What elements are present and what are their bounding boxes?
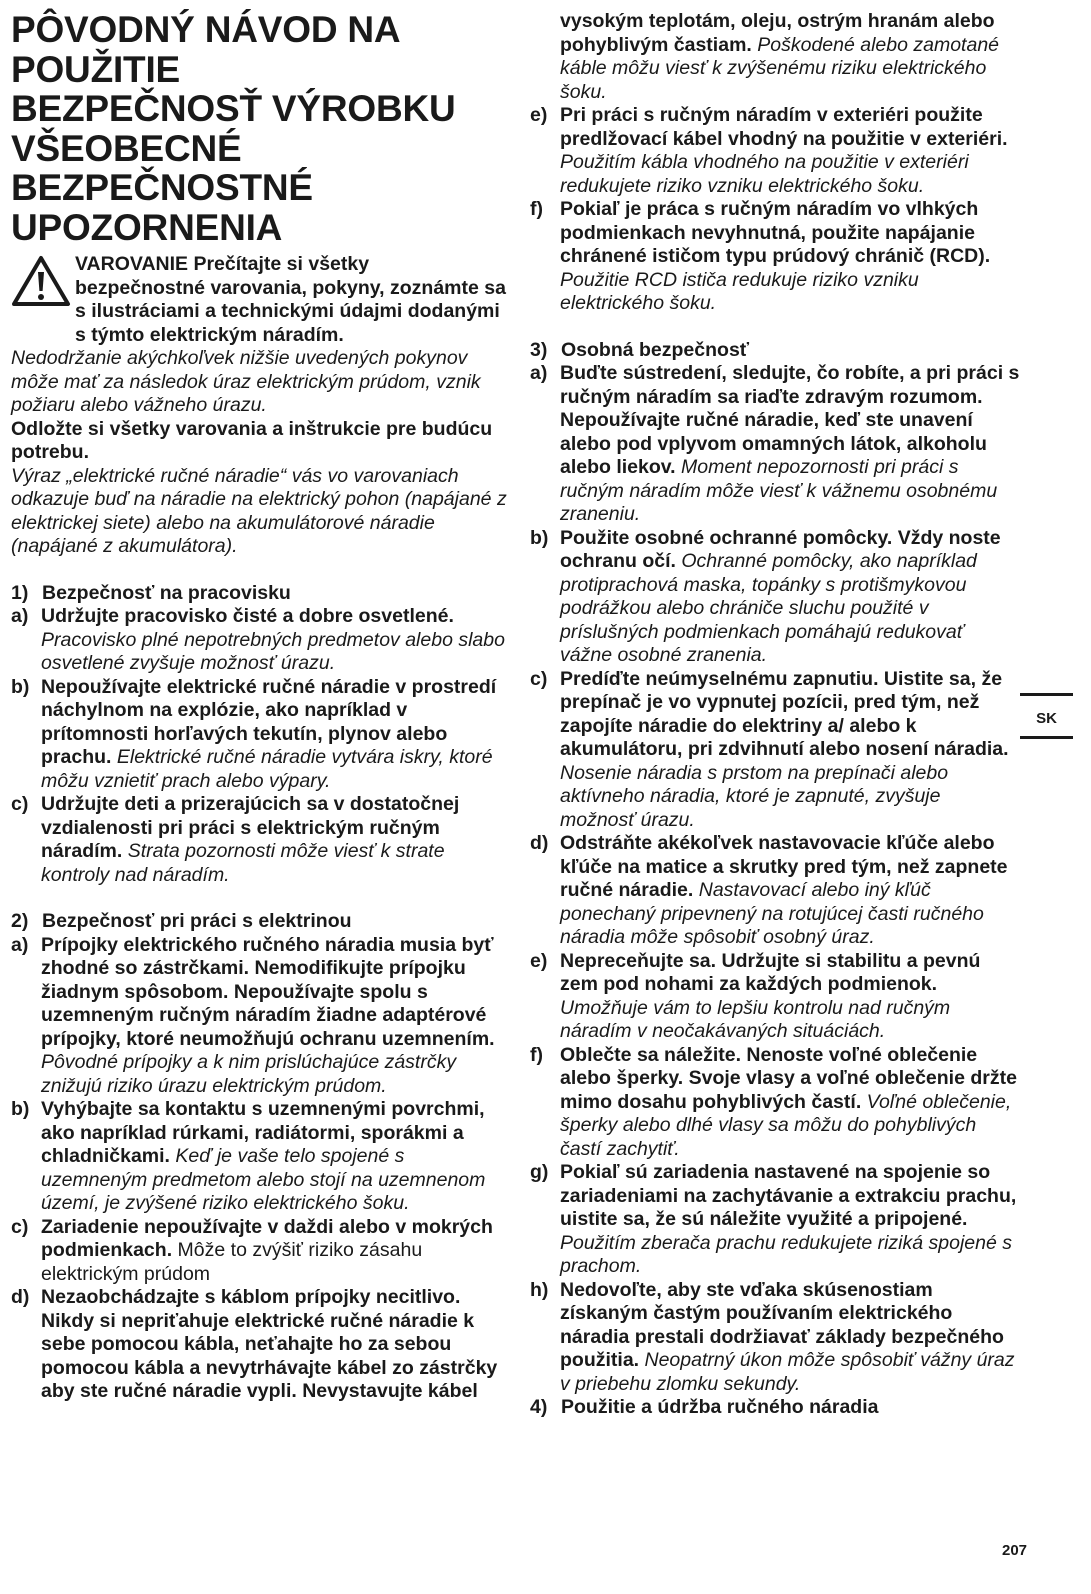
- item-bold: Pri práci s ručným náradím v exteriéri použite predlžovací kábel vhodný na použitie v exteriéri.: [560, 104, 1008, 150]
- item-italic: Voľné oblečenie, šperky alebo dlhé vlasy sa môžu do pohyblivých častí zachytiť.: [560, 1090, 1012, 1160]
- item-letter: b): [11, 675, 30, 698]
- item-bold: Oblečte sa náležite. Nenoste voľné oblečenie alebo šperky. Svoje vlasy a voľné oblečenie držte mimo dosahu pohyblivých častí.: [560, 1043, 1017, 1113]
- list-item: [530, 950, 1020, 1044]
- list-item: [11, 793, 511, 887]
- item-italic: Použitie RCD ističa redukuje riziko vzniku elektrického šoku.: [560, 268, 919, 314]
- item-letter: b): [530, 526, 549, 549]
- item-italic: Použitím zberača prachu redukujete riziká spojené s prachom.: [560, 1231, 1012, 1277]
- item-bold: Predíďte neúmyselnému zapnutiu. Uistite sa, že prepínač je vo vypnutej pozícii, pred tým, než zapojíte náradie do elektriny a/ alebo k akumulátoru, pri zdvihnutí alebo nosení náradia.: [560, 667, 1009, 760]
- page-number: 207: [1002, 1542, 1028, 1559]
- item-italic: Elektrické ručné náradie vytvára iskry, ktoré môžu vznietiť prach alebo výpary.: [41, 746, 493, 792]
- item-bold: Nepoužívajte elektrické ručné náradie v prostredí náchylnom na explózie, ako napríklad v prítomnosti horľavých tekutín, plynov alebo prachu.: [41, 675, 497, 768]
- list-item: [11, 676, 511, 794]
- list-item: [530, 1279, 1020, 1397]
- language-tab: SK: [1020, 693, 1073, 739]
- item-bold: Pokiaľ je práca s ručným náradím vo vlhkých podmienkach nevyhnutná, použite napájanie chránené ističom typu prúdový chránič (RCD).: [560, 198, 991, 267]
- item-letter: f): [530, 1043, 543, 1066]
- item-letter: g): [530, 1161, 549, 1183]
- list-item: [11, 934, 511, 1099]
- item-letter: b): [11, 1098, 30, 1120]
- warning-text: bezpečnostné varovania, pokyny, zoznámte sa s ilustráciami a technickými údajmi dodanými s týmto elektrickým náradím.: [75, 276, 506, 346]
- item-italic: Neopatrný úkon môže spôsobiť vážny úraz v priebehu zlomku sekundy.: [560, 1349, 1015, 1395]
- item-italic: Keď je vaše telo spojené s uzemneným predmetom alebo stojí na uzemnenom území, je zvýšené riziko elektrického šoku.: [41, 1145, 486, 1214]
- item-bold: Pokiaľ sú zariadenia nastavené na spojenie so zariadeniami na zachytávanie a extrakciu prachu, uistite sa, že sú náležite využité a pripojené.: [560, 1161, 1017, 1230]
- list-item: [530, 668, 1020, 833]
- item-letter: c): [11, 1215, 29, 1238]
- item-bold: Udržujte pracovisko čisté a dobre osvetlené.: [41, 605, 454, 627]
- title-line: VŠEOBECNÉ: [11, 127, 242, 169]
- section-number: 4): [530, 1396, 548, 1418]
- item-regular: Môže to zvýšiť riziko zásahu elektrickým prúdom: [41, 1239, 423, 1285]
- section-title: Použitie a údržba ručného náradia: [561, 1396, 879, 1418]
- list-item: [530, 1044, 1020, 1162]
- warning-block: [11, 253, 511, 347]
- list-item: [530, 362, 1020, 527]
- warning-triangle-icon: [11, 255, 71, 307]
- item-bold: Nepreceňujte sa. Udržujte si stabilitu a pevnú zem pod nohami za každých podmienok.: [560, 949, 981, 995]
- item-letter: h): [530, 1278, 549, 1301]
- section-heading: [530, 339, 1020, 363]
- list-item: [11, 1098, 511, 1216]
- item-bold: Buďte sústredení, sledujte, čo robíte, a pri práci s ručným náradím sa riaďte zdravým rozumom. Nepoužívajte ručné náradie, keď ste unavení alebo pod vplyvom omamných látok, alkoholu alebo liekov.: [560, 362, 1020, 478]
- title-line: BEZPEČNOSŤ VÝROBKU: [11, 88, 456, 129]
- item-bold: Nedovoľte, aby ste vďaka skúsenostiam získaným častým používaním elektrického náradia prestali dodržiavať základy bezpečného použitia.: [560, 1278, 1004, 1371]
- item-letter: a): [530, 362, 548, 384]
- item-bold: Vyhýbajte sa kontaktu s uzemnenými povrchmi, ako napríklad rúrkami, radiátormi, sporákmi a chladničkami.: [41, 1098, 485, 1167]
- warning-italic: Nedodržanie akýchkoľvek nižšie uvedených pokynov môže mať za následok úraz elektrickým prúdom, vznik požiaru alebo vážneho úrazu.: [11, 347, 481, 416]
- list-item: [530, 1161, 1020, 1279]
- left-column: [11, 10, 511, 1404]
- item-letter: e): [530, 949, 548, 972]
- item-bold: Nezaobchádzajte s káblom prípojky necitlivo. Nikdy si nepriťahuje elektrické ručné náradie k sebe pomocou kábla, neťahajte ho za sebou pomocou kábla a nevytrhávajte kábel zo zástrčky aby ste ručné náradie vypli. Nevystavujte kábel: [41, 1286, 498, 1402]
- section-number: 1): [11, 581, 29, 604]
- list-item: [530, 527, 1020, 668]
- item-letter: e): [530, 104, 548, 126]
- warning-heading: VAROVANIE Prečítajte si všetky: [75, 253, 370, 275]
- section-number: 2): [11, 910, 29, 932]
- item-letter: a): [11, 605, 29, 627]
- item-bold: Odstráňte akékoľvek nastavovacie kľúče alebo kľúče na matice a skrutky pred tým, než zapnete ručné náradie.: [560, 832, 1008, 901]
- section-heading: [11, 582, 511, 606]
- title-line: BEZPEČNOSTNÉ: [11, 167, 313, 208]
- section-title: Osobná bezpečnosť: [561, 338, 750, 361]
- list-item-continued: [530, 10, 1020, 104]
- item-bold: Prípojky elektrického ručného náradia musia byť zhodné so zástrčkami. Nemodifikujte prípojku žiadnym spôsobom. Nepoužívajte spolu s uzemneným ručným náradím žiadne adaptérové prípojky, ktoré neumožňujú ochranu uzemnením.: [41, 933, 495, 1050]
- item-letter: c): [530, 667, 548, 690]
- item-letter: c): [11, 793, 29, 815]
- section-heading: [530, 1396, 1020, 1420]
- list-item: [11, 605, 511, 676]
- item-bold: vysokým teplotám, oleju, ostrým hranám alebo pohyblivým častiam.: [560, 10, 995, 56]
- item-italic: Pracovisko plné nepotrebných predmetov alebo slabo osvetlené zvyšuje možnosť úrazu.: [41, 628, 505, 674]
- item-italic: Moment nepozornosti pri práci s ručným náradím môže viesť k vážnemu osobnému zraneniu.: [560, 456, 998, 525]
- warning-heading-cont: [11, 277, 511, 348]
- list-item: [530, 198, 1020, 316]
- list-item: [11, 1286, 511, 1404]
- item-letter: d): [11, 1286, 30, 1308]
- item-italic: Pôvodné prípojky a k nim prislúchajúce zástrčky znižujú riziko úrazu elektrickým prúdom.: [41, 1051, 457, 1097]
- item-bold: Zariadenie nepoužívajte v daždi alebo v mokrých podmienkach.: [41, 1215, 493, 1261]
- title-line: POUŽITIE: [11, 48, 181, 90]
- item-italic: Strata pozornosti môže viesť k strate kontroly nad náradím.: [41, 840, 445, 886]
- list-item: [530, 832, 1020, 950]
- title-line: UPOZORNENIA: [11, 206, 283, 248]
- item-italic: Použitím kábla vhodného na použitie v exteriéri redukujete riziko vzniku elektrického šoku.: [560, 151, 969, 197]
- warning-keep: Odložte si všetky varovania a inštrukcie pre budúcu potrebu.: [11, 417, 493, 463]
- section-title: Bezpečnosť pri práci s elektrinou: [42, 910, 352, 932]
- document-title: [11, 10, 511, 247]
- item-italic: Umožňuje vám to lepšiu kontrolu nad ručným náradím v neočakávaných situáciách.: [560, 996, 951, 1042]
- item-italic: Nosenie náradia s prstom na prepínači alebo aktívneho náradia, ktoré je zapnuté, zvyšuje možnosť úrazu.: [560, 761, 949, 831]
- item-letter: d): [530, 832, 549, 854]
- item-italic: Nastavovací alebo iný kľúč ponechaný pripevnený na rotujúcej časti ručného náradia môže spôsobiť osobný úraz.: [560, 879, 984, 948]
- section-number: 3): [530, 338, 548, 361]
- item-bold: Udržujte deti a prizerajúcich sa v dostatočnej vzdialenosti pri práci s elektrickým ručným náradím.: [41, 793, 460, 862]
- item-letter: a): [11, 933, 29, 956]
- title-line: PÔVODNÝ NÁVOD NA: [11, 9, 401, 50]
- list-item: [530, 104, 1020, 198]
- right-column: [530, 10, 1020, 1420]
- section-title: Bezpečnosť na pracovisku: [42, 581, 291, 604]
- item-letter: f): [530, 198, 543, 220]
- section-heading: [11, 910, 511, 934]
- item-italic: Ochranné pomôcky, ako napríklad protiprachová maska, topánky s protišmykovou podrážkou alebo chrániče sluchu použité v príslušných podmienkach pomáhajú redukovať vážne osobné zranenia.: [560, 550, 977, 666]
- item-bold: Použite osobné ochranné pomôcky. Vždy noste ochranu očí.: [560, 526, 1001, 572]
- item-italic: Poškodené alebo zamotané káble môžu viesť k zvýšenému riziku elektrického šoku.: [560, 33, 1000, 103]
- list-item: [11, 1216, 511, 1287]
- warning-term: Výraz „elektrické ručné náradie“ vás vo varovaniach odkazuje buď na náradie na elektrický pohon (napájané z elektrickej siete) alebo na akumulátorové náradie (napájané z akumulátora).: [11, 464, 507, 557]
